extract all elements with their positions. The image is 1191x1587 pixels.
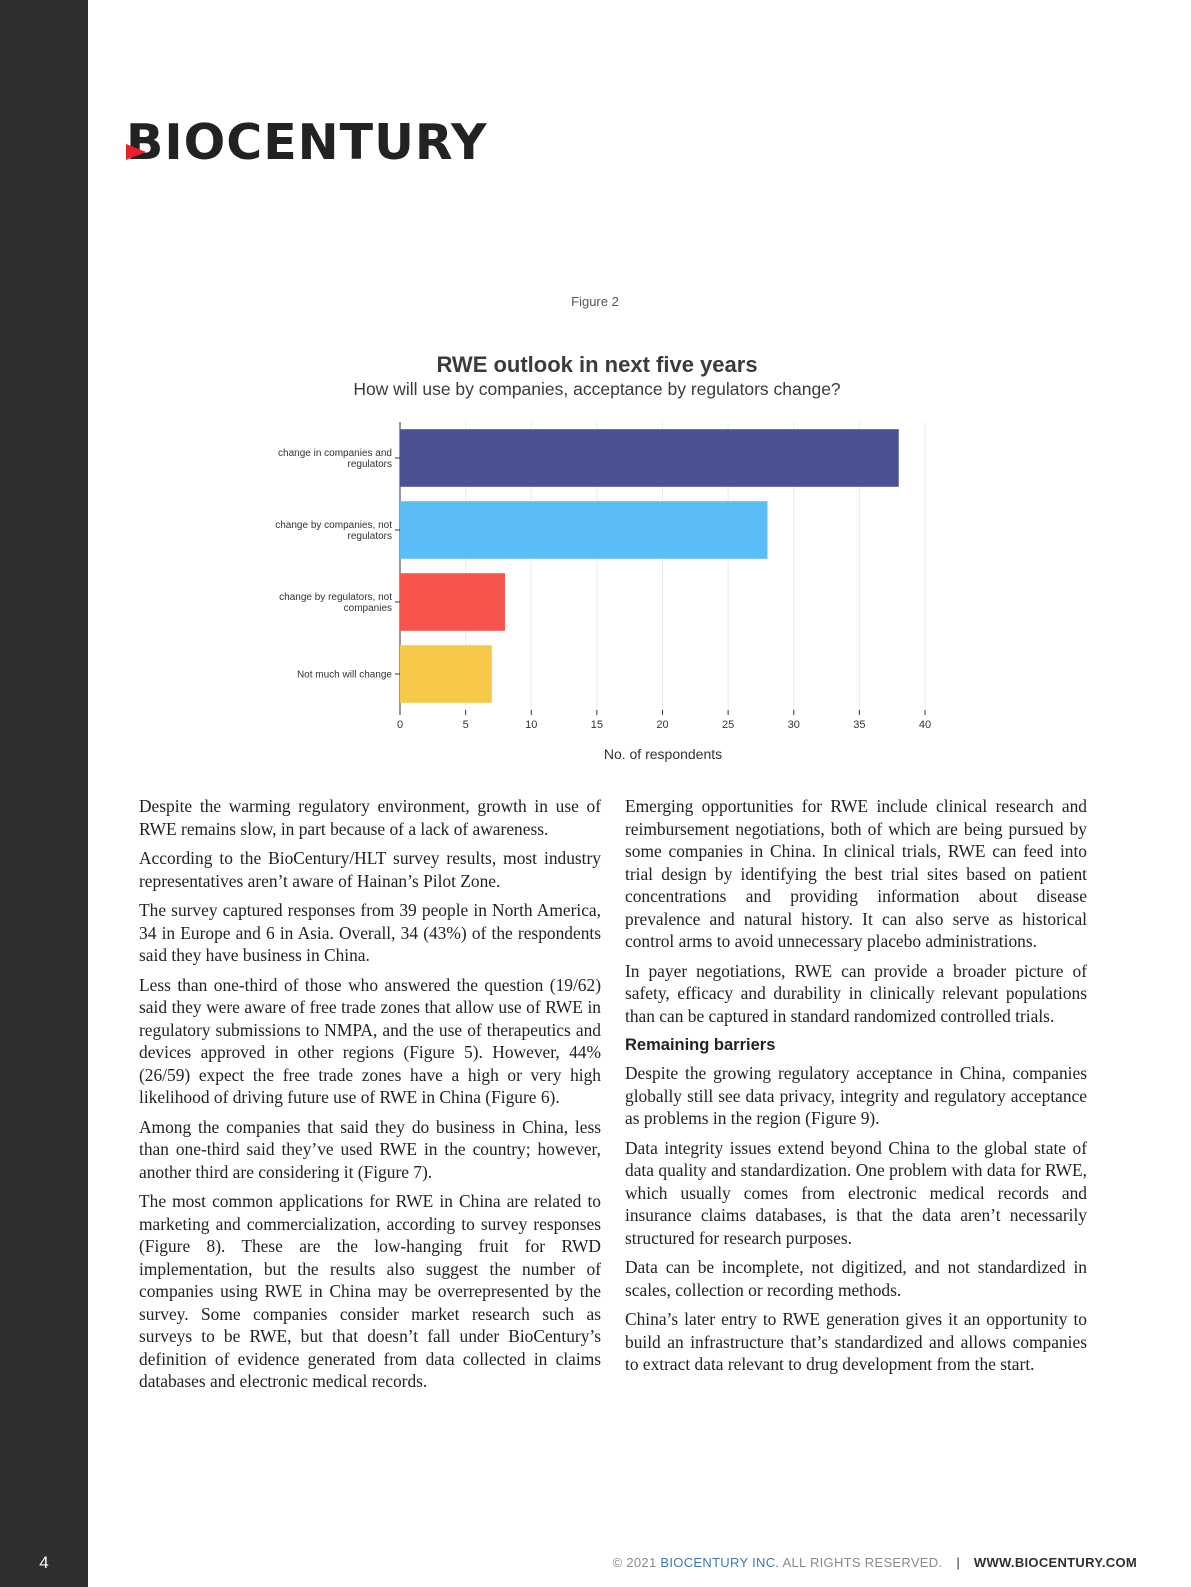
section-heading-remaining-barriers: Remaining barriers <box>625 1036 776 1054</box>
chart-x-ticks <box>397 710 931 731</box>
paragraph: Despite the warming regulatory environment, growth in use of RWE remains slow, in part because of a lack of awareness. <box>139 796 601 839</box>
footer-brand: BIOCENTURY INC. <box>660 1555 780 1570</box>
x-tick-label: 5 <box>462 719 469 731</box>
x-tick-label: 20 <box>656 719 669 731</box>
x-tick-label: 35 <box>853 719 866 731</box>
figure-label: Figure 2 <box>571 294 619 309</box>
bar <box>400 501 768 559</box>
bar <box>400 429 899 487</box>
logo-text: BIOCENTURY <box>126 113 488 171</box>
paragraph: Less than one-third of those who answered the question (19/62) said they were aware of free trade zones that allow use of RWE in regulatory submissions to NMPA, and the use of therapeutics and devices approved in other regions (Figure 5). However, 44% (26/59) expect the free trade zones have a high or very high likelihood of driving future use of RWE in China (Figure 6). <box>139 974 601 1107</box>
bar <box>400 645 492 703</box>
y-category-label: regulators <box>347 531 392 542</box>
article-column-right <box>625 795 1087 1383</box>
y-category-label: companies <box>343 603 392 614</box>
footer-copyright: © 2021 <box>612 1555 657 1570</box>
y-category-label: regulators <box>347 459 392 470</box>
article-right-intro <box>625 795 1087 1027</box>
chart-x-axis-label: No. of respondents <box>603 746 723 762</box>
y-category-label: change by regulators, not <box>279 592 392 603</box>
x-tick-label: 0 <box>396 719 404 731</box>
paragraph: The most common applications for RWE in China are related to marketing and commercialization, according to survey responses (Figure 8). These are the low-hanging fruit for RWD implementation, but the results also suggest the number of companies using RWE in China may be overrepresented by the survey. Some companies consider market research such as surveys to be RWE, but that doesn’t fall under BioCentury’s definition of evidence generated from data collected in claims databases and electronic medical records. <box>139 1191 601 1391</box>
logo-wordmark <box>126 114 487 171</box>
x-tick-label: 25 <box>722 719 735 731</box>
paragraph: Data integrity issues extend beyond China to the global state of data quality and standardization. One problem with data for RWE, which usually comes from electronic medical records and insurance claims databases, is that the data aren’t necessarily structured for research purposes. <box>625 1137 1087 1248</box>
paragraph: Despite the growing regulatory acceptance in China, companies globally still see data privacy, integrity and regulatory acceptance as problems in the region (Figure 9). <box>625 1063 1087 1128</box>
paragraph: Emerging opportunities for RWE include clinical research and reimbursement negotiations, both of which are being pursued by some companies in China. In clinical trials, RWE can feed into trial design by identifying the best trial sites based on patient concentrations and providing information about disease prevalence and natural history. It can also serve as historical control arms to avoid unnecessary placebo administrations. <box>625 796 1087 951</box>
chart-subtitle: How will use by companies, acceptance by regulators change? <box>353 379 841 399</box>
logo-arrow-icon <box>126 144 146 160</box>
y-category-label: change by companies, not <box>275 520 392 531</box>
article-right-barriers <box>625 1062 1087 1376</box>
bar-chart <box>240 340 960 780</box>
paragraph: Data can be incomplete, not digitized, and not standardized in scales, collection or recording methods. <box>625 1257 1087 1300</box>
paragraph: Among the companies that said they do business in China, less than one-third said they’ve used RWE in the country; however, another third are considering it (Figure 7). <box>139 1116 601 1182</box>
page-footer <box>613 1555 1137 1570</box>
chart-bars <box>400 429 899 703</box>
y-category-label: Not much will change <box>296 669 392 681</box>
paragraph: The survey captured responses from 39 people in North America, 34 in Europe and 6 in Asia. Overall, 34 (43%) of the respondents said they have business in China. <box>139 900 601 965</box>
y-category-label: change in companies and <box>278 448 392 459</box>
logo <box>126 112 487 172</box>
paragraph: In payer negotiations, RWE can provide a broader picture of safety, efficacy and durability in clinically relevant populations than can be captured in standard randomized controlled trials. <box>625 960 1087 1026</box>
article-column-left <box>139 795 601 1400</box>
footer-website-link[interactable]: WWW.BIOCENTURY.COM <box>973 1555 1137 1570</box>
page-sidebar <box>0 0 88 1587</box>
x-tick-label: 15 <box>590 719 603 731</box>
footer-rights: ALL RIGHTS RESERVED. <box>782 1555 943 1570</box>
x-tick-label: 40 <box>918 719 932 731</box>
chart-category-labels <box>275 448 400 681</box>
bar <box>400 573 505 631</box>
paragraph: China’s later entry to RWE generation gives it an opportunity to build an infrastructure that’s standardized and allows companies to extract data relevant to drug development from the start. <box>625 1309 1087 1374</box>
chart-title: RWE outlook in next five years <box>436 352 758 377</box>
page-number: 4 <box>39 1553 49 1572</box>
paragraph: According to the BioCentury/HLT survey results, most industry representatives aren’t aware of Hainan’s Pilot Zone. <box>139 848 601 891</box>
x-tick-label: 10 <box>525 719 538 731</box>
footer-separator: | <box>956 1555 960 1570</box>
x-tick-label: 30 <box>787 719 800 731</box>
